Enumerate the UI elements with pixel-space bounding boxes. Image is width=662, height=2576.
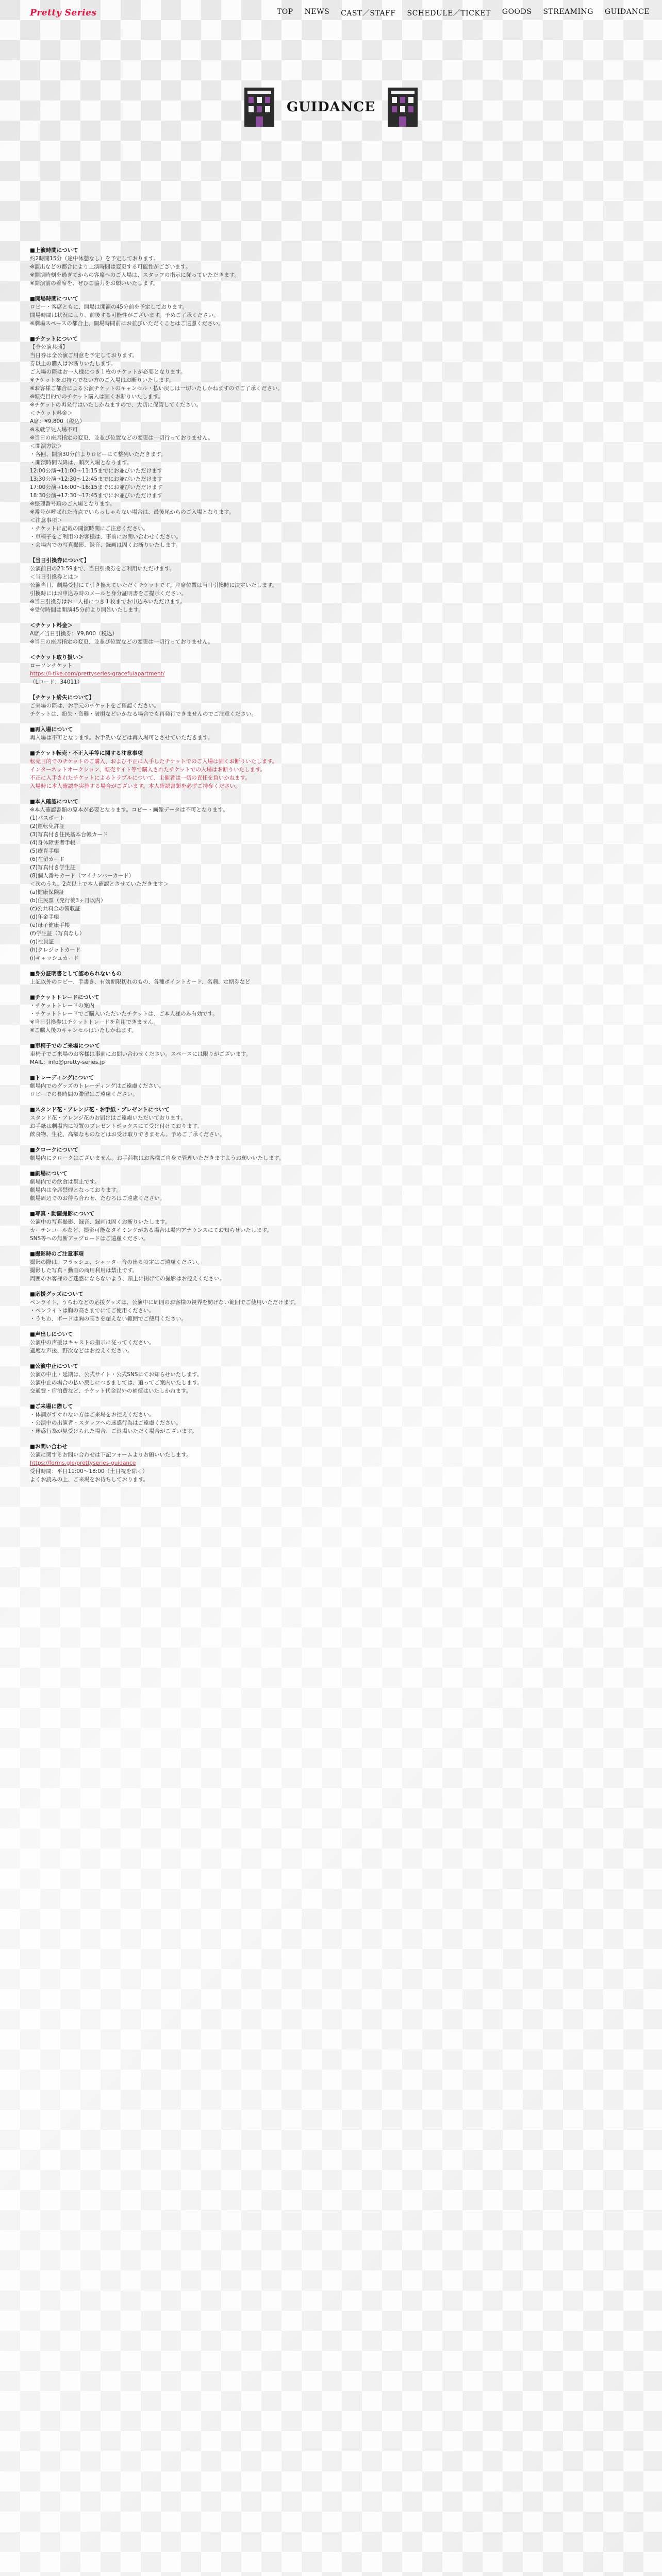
section-line: (h)クレジットカード [30, 947, 81, 953]
guidance-section [30, 725, 632, 742]
section-line: (c)公共料金の領収証 [30, 906, 80, 912]
guidance-content [30, 246, 632, 1484]
section-title: ■応援グッズについて [30, 1291, 84, 1297]
section-title: ■スタンド花・アレンジ花・お手紙・プレゼントについて [30, 1107, 170, 1113]
section-title: ■公演中止について [30, 1363, 78, 1369]
section-line: チケットは、紛失・盗難・破損などいかなる場合でも再発行できませんのでご注意ください。 [30, 711, 257, 717]
section-line: スタンド花・アレンジ花のお届けはご遠慮いただいております。 [30, 1115, 186, 1121]
section-line: ※整理番号順のご入場となります。 [30, 501, 115, 507]
section-title: ■車椅子でのご来場について [30, 1043, 100, 1049]
section-line: 飲食物、生花、高額なものなどはお受け取りできません。予めご了承ください。 [30, 1131, 225, 1138]
section-line: 公演当日、劇場受付にて引き換えていただくチケットです。座席位置は当日引換時に決定いたします。 [30, 582, 278, 588]
section-line: 劇場内でのグッズのトレーディングはご遠慮ください。 [30, 1083, 164, 1089]
section-line: 撮影した写真・動画の商用利用は禁止です。 [30, 1267, 138, 1274]
section-title: ■クロークについて [30, 1147, 78, 1153]
section-line: ※お客様ご都合による公演チケットのキャンセル・払い戻しは一切いたしかねますのでご了承ください。 [30, 385, 283, 392]
section-title: ■ご来場に際して [30, 1403, 73, 1410]
nav-streaming[interactable]: STREAMING [543, 8, 593, 16]
guidance-section [30, 621, 632, 646]
section-line: 12:00公演→11:00～11:15までにお並びいただけます [30, 468, 163, 474]
section-line: MAIL：info@pretty-series.jp [30, 1059, 105, 1065]
site-logo[interactable]: Pretty Series [30, 8, 97, 18]
section-line: (7)写真付き学生証 [30, 865, 76, 871]
section-line: インターネットオークション、転売サイト等で購入されたチケットでの入場はお断りいたします。 [30, 767, 266, 773]
section-title: 【当日引換券について】 [30, 557, 90, 564]
section-line: 公演中の写真撮影、録音、録画は固くお断りいたします。 [30, 1219, 171, 1225]
section-line: ・開演時間以降は、順次入場となります。 [30, 460, 133, 466]
nav-schedule-ticket[interactable]: SCHEDULE／TICKET [407, 9, 491, 18]
section-line: (a)健康保険証 [30, 889, 65, 895]
section-line: 入場時に本人確認を実施する場合がございます。本人確認書類を必ずご持参ください。 [30, 783, 241, 789]
section-line: 再入場は不可となります。お手洗いなどは再入場可とさせていただきます。 [30, 735, 213, 741]
guidance-section [30, 693, 632, 718]
section-line: (8)個人番号カード（マイナンバーカード） [30, 873, 135, 879]
section-line: (g)社員証 [30, 939, 54, 945]
section-line: ＜開演方法＞ [30, 443, 62, 449]
section-line: ※劇場スペースの都合上、開場時間前にお並びいただくことはご遠慮ください。 [30, 320, 224, 327]
section-line: 【全公演共通】 [30, 344, 68, 350]
section-line: カーテンコールなど、撮影可能なタイミングがある場合は場内アナウンスにてお知らせいたします。 [30, 1227, 272, 1233]
guidance-section [30, 798, 632, 962]
page-title: GUIDANCE [286, 99, 376, 115]
section-title: ■劇場について [30, 1171, 68, 1177]
main-nav [277, 8, 650, 18]
site-header [0, 0, 662, 26]
section-title: ■開場時間について [30, 296, 78, 302]
section-title: 【チケット紛失について】 [30, 694, 94, 701]
guidance-section [30, 1250, 632, 1283]
section-line: ※未就学児入場不可 [30, 427, 78, 433]
section-line: 車椅子でご来場のお客様は事前にお問い合わせください。スペースには限りがございます。 [30, 1051, 252, 1057]
section-line: ・チケットトレードの案内 [30, 1003, 95, 1009]
apartment-building-icon [243, 87, 275, 128]
section-line: (4)身体障害者手帳 [30, 840, 76, 846]
section-line: ※転売目的でのチケット購入は固くお断りいたします。 [30, 394, 164, 400]
nav-cast-staff[interactable]: CAST／STAFF [341, 9, 396, 18]
section-line: ・会場内での写真撮影、録音、録画は固くお断りいたします。 [30, 542, 181, 548]
section-line: SNS等への無断アップロードはご遠慮ください。 [30, 1235, 149, 1242]
section-line: ＜次のうち、2点以上で本人確認とさせていただきます＞ [30, 881, 169, 887]
section-line: 上記以外のコピー、手書き、有効期限切れのもの、各種ポイントカード、名刺、定期券など [30, 979, 251, 985]
guidance-section [30, 295, 632, 328]
section-title: ■チケットトレードについて [30, 994, 100, 1001]
section-line: ※開演前の着席を、ぜひご協力をお願いいたします。 [30, 280, 159, 286]
guidance-section [30, 653, 632, 686]
section-line: 17:00公演→16:00～16:15までにお並びいただけます [30, 484, 163, 490]
section-line: 18:30公演→17:30～17:45までにお並びいただけます [30, 493, 163, 499]
section-line: お手紙は劇場内に設置のプレゼントボックスにて受け付けております。 [30, 1123, 203, 1129]
guidance-section [30, 1146, 632, 1162]
guidance-section [30, 1170, 632, 1202]
section-line: (1)パスポート [30, 815, 65, 821]
guidance-section [30, 1074, 632, 1098]
section-line: ※開演時刻を過ぎてからの客席へのご入場は、スタッフの指示に従っていただきます。 [30, 272, 240, 278]
section-line: 公演に関するお問い合わせは下記フォームよりお願いいたします。 [30, 1452, 192, 1458]
nav-guidance[interactable]: GUIDANCE [604, 8, 650, 16]
section-line: 公演中の声援はキャストの指示に従ってください。 [30, 1340, 155, 1346]
section-line: 公演の中止・延期は、公式サイト・公式SNSにてお知らせいたします。 [30, 1371, 203, 1378]
section-line: ペンライト、うちわなどの応援グッズは、公演中に周囲のお客様の視界を妨げない範囲でご使用いただけます。 [30, 1299, 300, 1306]
section-line: ・うちわ、ボードは胸の高さを超えない範囲でご使用ください。 [30, 1316, 187, 1322]
section-line: ※当日の座席指定の変更、並並び位置などの変更は一切行っておりません。 [30, 639, 213, 645]
guidance-section [30, 1042, 632, 1066]
guidance-section [30, 335, 632, 549]
section-line: ・公演中の出演者・スタッフへの迷惑行為はご遠慮ください。 [30, 1420, 181, 1426]
guidance-section [30, 1402, 632, 1435]
section-title: ■チケットについて [30, 336, 78, 342]
section-line: 交通費・宿泊費など、チケット代金以外の補償はいたしかねます。 [30, 1388, 192, 1394]
section-line: 開場時間は状況により、前後する可能性がございます。予めご了承ください。 [30, 312, 219, 318]
section-line: ロビーでの長時間の滞留はご遠慮ください。 [30, 1091, 138, 1097]
section-line: ・各回、開演30分前よりロビーにて整列いただきます。 [30, 451, 167, 457]
section-line: ※本人確認書類の原本が必要となります。コピー・画像データは不可となります。 [30, 807, 228, 813]
guidance-section [30, 1443, 632, 1484]
section-title: ■再入場について [30, 726, 73, 733]
section-line: ご来場の際は、お手元のチケットをご確認ください。 [30, 703, 160, 709]
section-line: ＜チケット料金＞ [30, 410, 73, 416]
section-line: (6)在留カード [30, 856, 65, 862]
section-line: （Lコード：34011） [30, 679, 83, 685]
guidance-section [30, 749, 632, 790]
section-line: よくお読みの上、ご来場をお待ちしております。 [30, 1477, 149, 1483]
section-line: 約2時間15分（途中休憩なし）を予定しております。 [30, 256, 159, 262]
section-line: 公演前日の23:59まで、当日引換券をご利用いただけます。 [30, 566, 175, 572]
guidance-section [30, 993, 632, 1035]
section-line: 転売目的でのチケットのご購入、および不正に入手したチケットでのご入場は固くお断りいたします。 [30, 758, 278, 765]
section-line: ・チケットに記載の開演時間にご注意ください。 [30, 526, 149, 532]
section-line: 過度な声援、野次などはお控えください。 [30, 1348, 133, 1354]
section-title: ■身分証明書として認められないもの [30, 971, 122, 977]
section-line: ローソンチケット [30, 663, 73, 669]
section-line: 不正に入手されたチケットによるトラブルについて、主催者は一切の責任を負いかねます。 [30, 775, 251, 781]
section-line: ・ペンライトは胸の高さまでにてご使用ください。 [30, 1308, 155, 1314]
section-line: 撮影の際は、フラッシュ、シャッター音の出る設定はご遠慮ください。 [30, 1259, 203, 1265]
section-line: (5)療育手帳 [30, 848, 59, 854]
section-line: ・チケットトレードでご購入いただいたチケットは、ご本人様のみ有効です。 [30, 1011, 218, 1017]
section-line: 劇場周辺でのお待ち合わせ、たむろはご遠慮ください。 [30, 1195, 166, 1201]
section-line: (i)キャッシュカード [30, 955, 79, 961]
guidance-section [30, 1290, 632, 1323]
section-line: 13:30公演→12:30～12:45までにお並びいただけます [30, 476, 163, 482]
nav-top[interactable]: TOP [276, 8, 293, 16]
section-title: ■声出しについて [30, 1331, 73, 1337]
guidance-section [30, 246, 632, 287]
section-title: ■お問い合わせ [30, 1444, 68, 1450]
guidance-section [30, 1330, 632, 1355]
section-line: ・体調がすぐれない方はご来場をお控えください。 [30, 1412, 155, 1418]
guidance-section [30, 1210, 632, 1243]
section-line: (f)学生証（写真なし） [30, 930, 85, 937]
section-title: ■撮影時のご注意事項 [30, 1251, 84, 1257]
section-title: ■トレーディングについて [30, 1075, 94, 1081]
section-line: A席／当日引換券：¥9,800（税込） [30, 631, 118, 637]
section-line: (3)写真付き住民基本台帳カード [30, 832, 108, 838]
section-line: 劇場内での飲食は禁止です。 [30, 1179, 100, 1185]
nav-news[interactable]: NEWS [304, 8, 330, 16]
section-line: 受付時間：平日11:00～18:00（土日祝を除く） [30, 1468, 148, 1475]
section-title: ■写真・動画撮影について [30, 1211, 95, 1217]
section-line: ※当日引換券はチケットトレードを利用できません。 [30, 1019, 159, 1025]
section-line: (b)住民票（発行後3ヶ月以内） [30, 897, 106, 904]
section-line: ※チケットをお持ちでない方のご入場はお断りいたします。 [30, 377, 174, 383]
guidance-section [30, 1106, 632, 1139]
section-line: ※演出などの都合により上演時間は変更する可能性がございます。 [30, 264, 191, 270]
section-line: ※チケットの再発行はいたしかねますので、大切に保管してください。 [30, 402, 202, 408]
section-line: ご入場の際はお一人様につき１枚のチケットが必要となります。 [30, 369, 186, 375]
section-line: 劇場内にクロークはございません。お手荷物はお客様ご自身で管理いただきますようお願いいたします。 [30, 1155, 285, 1161]
section-line: ※ご購入後のキャンセルはいたしかねます。 [30, 1027, 137, 1033]
apartment-building-icon [387, 87, 419, 128]
section-link[interactable]: https://l-tike.com/prettyseries-gracefulapartment/ [30, 671, 165, 677]
section-line: (d)年金手帳 [30, 914, 59, 920]
section-line: ＜注意事項＞ [30, 517, 62, 523]
section-line: ロビー・客席ともに、開場は開演の45分前を予定しております。 [30, 304, 188, 310]
guidance-section [30, 556, 632, 614]
section-line: 引換時にはお申込み時のメールと身分証明書をご提示ください。 [30, 590, 187, 597]
guidance-section [30, 1362, 632, 1395]
section-line: ※当日の座席指定の変更、並並び位置などの変更は一切行っておりません。 [30, 435, 213, 441]
section-line: (2)運転免許証 [30, 823, 65, 829]
section-title: ■本人確認について [30, 799, 78, 805]
section-line: 公演中止の場合の払い戻しにつきましては、追ってご案内いたします。 [30, 1380, 203, 1386]
nav-goods[interactable]: GOODS [502, 8, 532, 16]
section-line: ・迷惑行為が見受けられた場合、ご退場いただく場合がございます。 [30, 1428, 197, 1434]
section-line: A席：¥9,800（税込） [30, 418, 85, 425]
section-link[interactable]: https://forms.gle/prettyseries-guidance [30, 1460, 136, 1466]
section-line: ※番号が呼ばれた時点でいらっしゃらない場合は、最後尾からのご入場となります。 [30, 509, 235, 515]
section-line: 当日券は全公演ご用意を予定しております。 [30, 352, 138, 359]
section-line: 周囲のお客様のご迷惑にならないよう、頭上に掲げての撮影はお控えください。 [30, 1276, 225, 1282]
section-line: 券以上の購入はお断りいたします。 [30, 361, 117, 367]
section-title: ＜チケット料金＞ [30, 622, 73, 629]
section-title: ＜チケット取り扱い＞ [30, 654, 84, 660]
section-line: ＜当日引換券とは＞ [30, 574, 79, 580]
section-title: ■チケット転売・不正入手等に関する注意事項 [30, 750, 143, 756]
hero [0, 87, 662, 128]
section-line: ※受付時間は開演45分前より開始いたします。 [30, 607, 144, 613]
section-title: ■上演時間について [30, 247, 78, 253]
section-line: ・車椅子をご利用のお客様は、事前にお問い合わせください。 [30, 534, 181, 540]
section-line: ※当日引換券はお一人様につき１枚までお申込みいただけます。 [30, 599, 186, 605]
section-line: (e)母子健康手帳 [30, 922, 70, 928]
section-line: 劇場内は全席禁煙となっております。 [30, 1187, 122, 1193]
guidance-section [30, 970, 632, 986]
